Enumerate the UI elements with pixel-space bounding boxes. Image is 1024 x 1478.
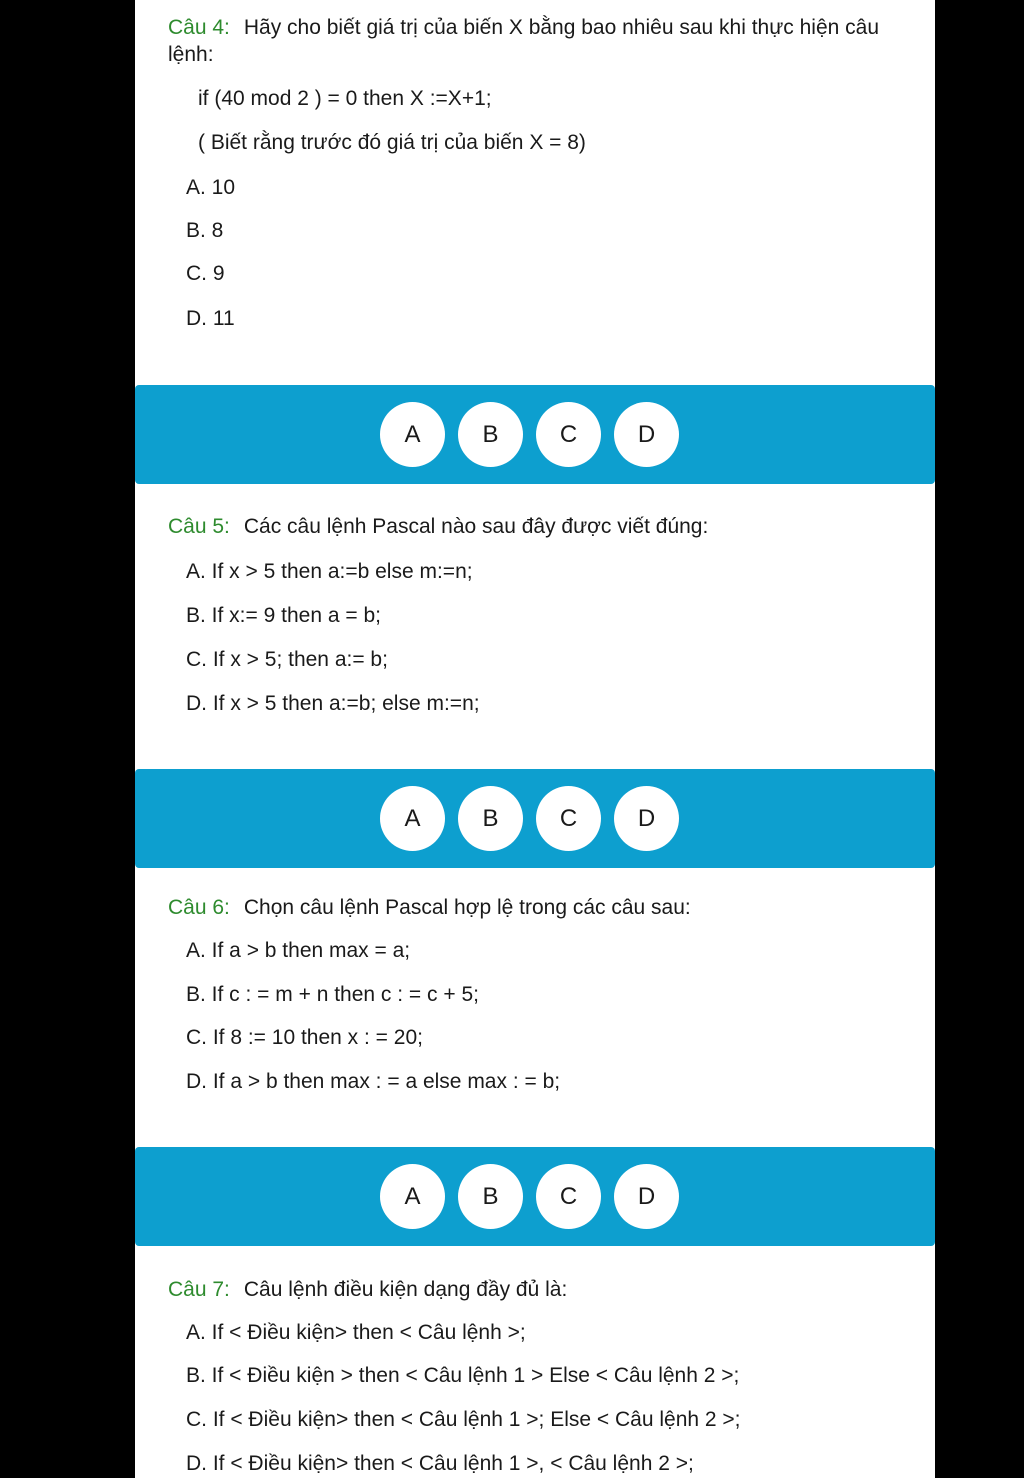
question-6-option-a: A. If a > b then max = a;	[186, 939, 411, 962]
question-5-answer-c-button[interactable]: C	[536, 786, 601, 851]
question-5-option-c: C. If x > 5; then a:= b;	[186, 648, 388, 671]
question-6-number: Câu 6:	[168, 896, 230, 919]
question-4-note: ( Biết rằng trước đó giá trị của biến X = 8)	[198, 131, 586, 154]
question-7-number: Câu 7:	[168, 1278, 230, 1301]
question-7-text: Câu lệnh điều kiện dạng đầy đủ là:	[243, 1278, 568, 1301]
question-5-answer-b-button[interactable]: B	[458, 786, 523, 851]
question-6-answer-a-button[interactable]: A	[380, 1164, 445, 1229]
question-6-answer-d-button[interactable]: D	[614, 1164, 679, 1229]
quiz-page	[135, 0, 935, 1478]
question-4-code: if (40 mod 2 ) = 0 then X :=X+1;	[198, 87, 492, 110]
question-5-answer-bar	[135, 769, 935, 868]
question-6-heading	[168, 894, 908, 921]
question-4-heading	[168, 14, 908, 68]
question-7-option-b: B. If < Điều kiện > then < Câu lệnh 1 > Else < Câu lệnh 2 >;	[186, 1364, 740, 1387]
question-6-answer-bar	[135, 1147, 935, 1246]
question-6-answer-b-button[interactable]: B	[458, 1164, 523, 1229]
question-7-heading	[168, 1276, 908, 1303]
question-6-option-c: C. If 8 := 10 then x : = 20;	[186, 1026, 423, 1049]
question-4-option-d: D. 11	[186, 307, 235, 330]
question-4-answer-b-button[interactable]: B	[458, 402, 523, 467]
question-4-answer-d-button[interactable]: D	[614, 402, 679, 467]
question-4-option-b: B. 8	[186, 219, 224, 242]
question-4-number: Câu 4:	[168, 16, 230, 39]
question-4-answer-bar	[135, 385, 935, 484]
question-7-option-a: A. If < Điều kiện> then < Câu lệnh >;	[186, 1321, 526, 1344]
question-4-text: Hãy cho biết giá trị của biến X bằng bao nhiêu sau khi thực hiện câu lệnh:	[168, 16, 880, 66]
question-5-answer-a-button[interactable]: A	[380, 786, 445, 851]
question-6-option-b: B. If c : = m + n then c : = c + 5;	[186, 983, 479, 1006]
question-4-answer-a-button[interactable]: A	[380, 402, 445, 467]
question-4-option-a: A. 10	[186, 176, 236, 199]
question-5-option-d: D. If x > 5 then a:=b; else m:=n;	[186, 692, 480, 715]
question-7-option-d: D. If < Điều kiện> then < Câu lệnh 1 >, < Câu lệnh 2 >;	[186, 1452, 694, 1475]
question-5-option-b: B. If x:= 9 then a = b;	[186, 604, 381, 627]
question-4-answer-c-button[interactable]: C	[536, 402, 601, 467]
question-6-text: Chọn câu lệnh Pascal hợp lệ trong các câu sau:	[243, 896, 691, 919]
question-7-option-c: C. If < Điều kiện> then < Câu lệnh 1 >; Else < Câu lệnh 2 >;	[186, 1408, 741, 1431]
question-5-option-a: A. If x > 5 then a:=b else m:=n;	[186, 560, 473, 583]
question-5-answer-d-button[interactable]: D	[614, 786, 679, 851]
question-6-option-d: D. If a > b then max : = a else max : = b;	[186, 1070, 561, 1093]
question-5-text: Các câu lệnh Pascal nào sau đây được viết đúng:	[243, 515, 709, 538]
question-5-heading	[168, 513, 908, 540]
question-4-option-c: C. 9	[186, 262, 225, 285]
question-6-answer-c-button[interactable]: C	[536, 1164, 601, 1229]
question-5-number: Câu 5:	[168, 515, 230, 538]
